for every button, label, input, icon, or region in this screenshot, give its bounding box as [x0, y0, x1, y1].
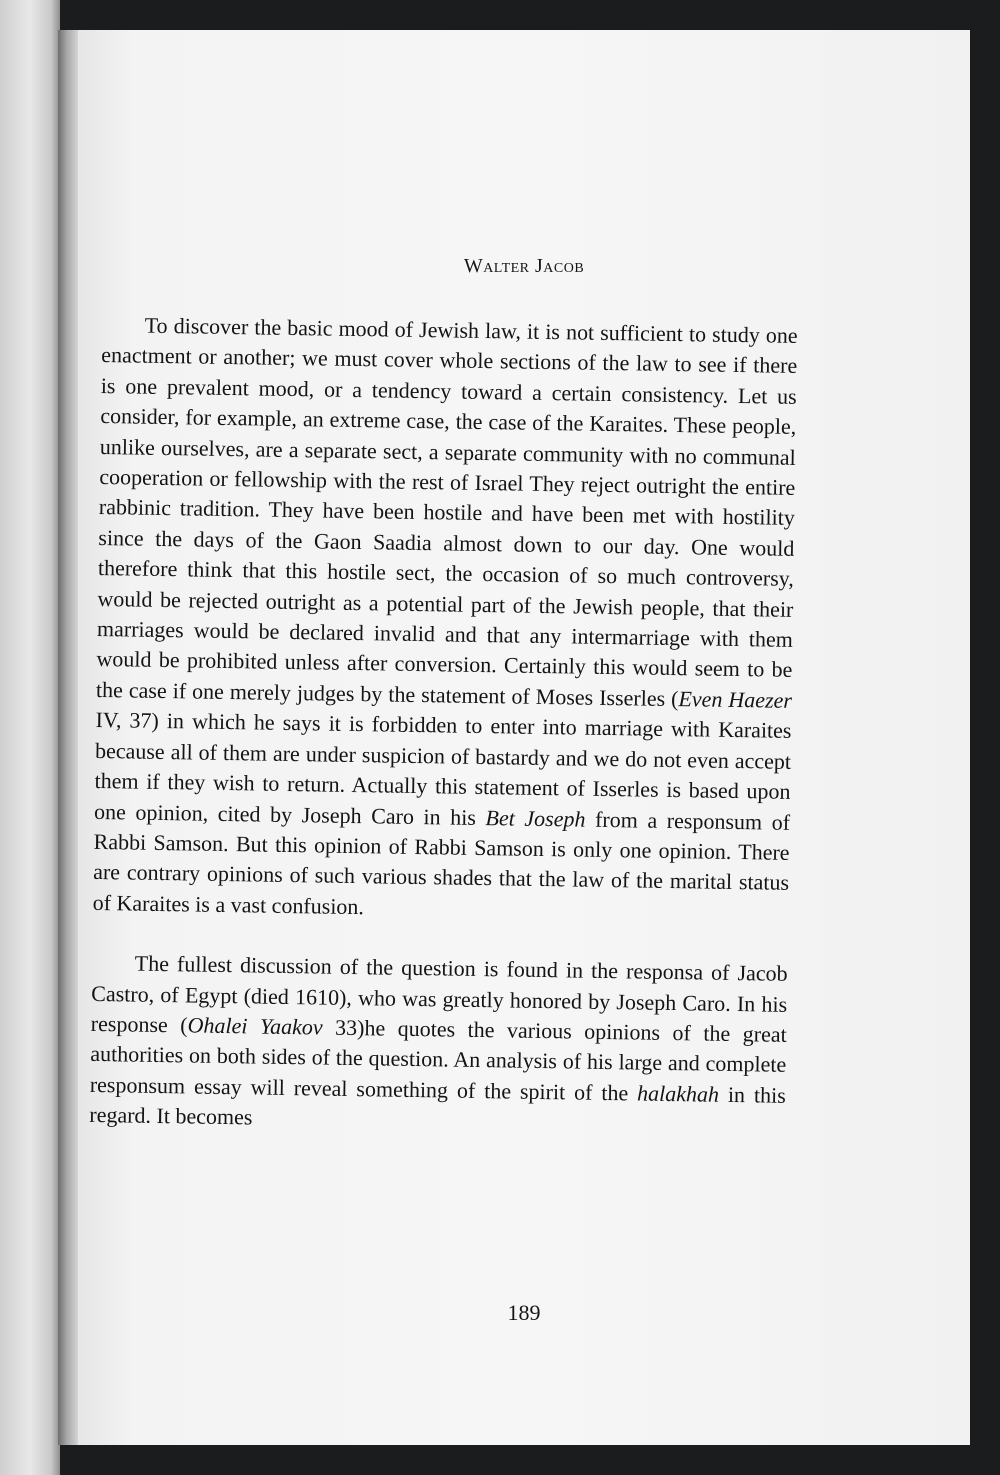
text-segment: in this regard. It becomes: [89, 1081, 786, 1130]
book-title-bet-joseph: Bet Joseph: [485, 804, 586, 832]
book-title-even-haezer: Even Haezer: [678, 685, 793, 713]
text-segment: from a responsum of Rabbi Samson. But this opinion of Rabbi Samson is only one opinion. There are contrary opinions of such various shades that the law of the marital status of Karaites is a vast confusion.: [92, 806, 791, 919]
body-text: [89, 310, 798, 1141]
facing-page-edge: [0, 0, 60, 1475]
text-segment: To discover the basic mood of Jewish law, it is not sufficient to study one enactment or another; we must cover whole sections of the law to see if there is one prevalent mood, or a tendency toward a certain consistency. Let us consider, for example, an extreme case, the case of the Karaites. These people, unlike ourselves, are a separate sect, a separate community with no communal cooperation or fellowship with the rest of Israel They reject outright the entire rabbinic tradition. They have been hostile and have been met with hostility since the days of the Gaon Saadia almost down to our day. One would therefore think that this hostile sect, the occasion of so much controversy, would be rejected outright as a potential part of the Jewish people, that their marriages would be declared invalid and that any intermarriage with them would be prohibited unless after conversion. Certainly this would seem to be the case if one merely judges by the statement of Moses Isserles (: [95, 312, 798, 711]
text-segment: The fullest discussion of the question is found in the responsa of Jacob Castro, of Egypt (died 1610), who was greatly honored by Joseph Caro. In his response (: [90, 950, 788, 1038]
term-halakhah: halakhah: [636, 1080, 720, 1107]
page-number: 189: [507, 1300, 541, 1325]
paragraph-1: [92, 310, 797, 929]
paragraph-2: [89, 948, 788, 1141]
book-page: [78, 30, 970, 1445]
running-head: Walter Jacob: [463, 255, 585, 277]
book-title-ohalei-yaakov: Ohalei Yaakov: [187, 1012, 323, 1040]
text-segment: 33)he quotes the various opinions of the great authorities on both sides of the question. An analysis of his large and complete responsum essay will reveal something of the spirit of the: [89, 1014, 787, 1106]
text-segment: IV, 37) in which he says it is forbidden to enter into marriage with Karaites because all of them are under suspicion of bastardy and we do not even accept them if they wish to return. Actually this statement of Isserles is based upon one opinion, cited by Joseph Caro in his: [93, 707, 792, 830]
book-gutter: [58, 30, 80, 1445]
